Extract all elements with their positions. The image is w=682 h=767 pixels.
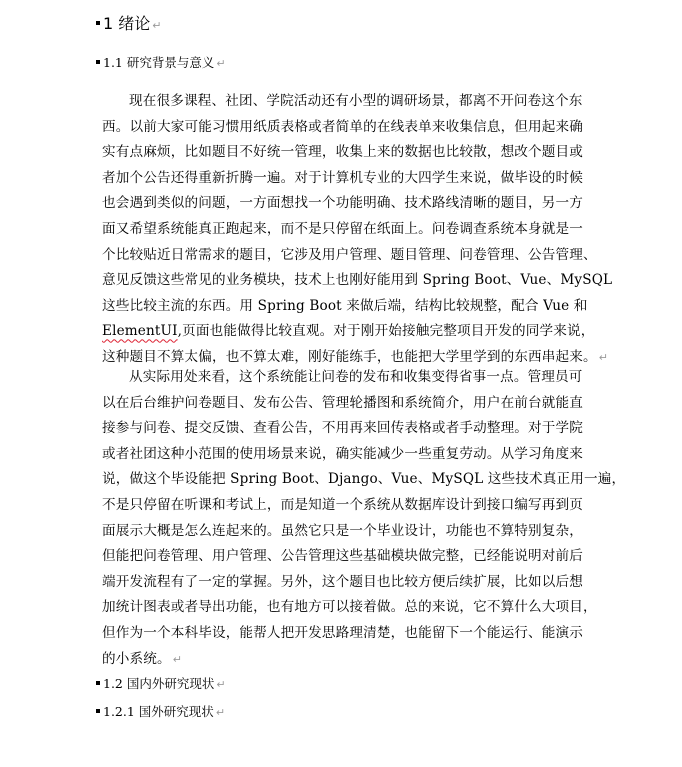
text-line: 西。以前大家可能习惯用纸质表格或者简单的在线表单来收集信息，但用起来确 — [102, 118, 584, 135]
heading-1-2-title: 国内外研究现状 — [126, 676, 215, 691]
text-line-content: 的小系统。 — [102, 650, 171, 667]
text-line: 接参与问卷、提交反馈、查看公告，不用再来回传表格或者手动整理。对于学院 — [102, 420, 584, 437]
heading-bullet — [96, 681, 100, 685]
heading-bullet — [96, 21, 100, 25]
paragraph-background — [102, 89, 613, 371]
spellcheck-word: ElementUI — [102, 323, 178, 340]
text-line: 面又希望系统能真正跑起来，而不是只停留在纸面上。问卷调查系统本身就是一 — [102, 220, 584, 237]
heading-1-1-title: 研究背景与意义 — [126, 55, 215, 70]
paragraph-significance — [102, 365, 626, 672]
heading-1-2-1-number: 1.2.1 — [103, 704, 135, 719]
text-line: 但能把问卷管理、用户管理、公告管理这些基础模块做完整，已经能说明对前后 — [102, 548, 584, 565]
heading-1-2 — [96, 678, 226, 691]
heading-1 — [96, 16, 162, 32]
text-line: 加统计图表或者导出功能，也有地方可以接着做。总的来说，它不算什么大项目， — [102, 599, 597, 616]
text-line: 也会遇到类似的问题，一方面想找一个功能明确、技术路线清晰的题目，另一方 — [102, 195, 584, 212]
text-line: ElementUI,页面也能做得比较直观。对于刚开始接触完整项目开发的同学来说， — [102, 323, 595, 340]
text-line: 意见反馈这些常见的业务模块，技术上也刚好能用到 Spring Boot、Vue、MySQL — [102, 272, 613, 289]
paragraph-mark-icon: ↵ — [215, 706, 226, 719]
heading-1-number: 1 — [103, 14, 114, 33]
text-line: 但作为一个本科毕设，能帮人把开发思路理清楚，也能留下一个能运行、能演示 — [102, 624, 584, 641]
text-line-last — [102, 647, 582, 673]
heading-1-2-number: 1.2 — [103, 676, 123, 691]
text-line: 个比较贴近日常需求的题目，它涉及用户管理、题目管理、问卷管理、公告管理、 — [102, 246, 597, 263]
paragraph-mark-icon: ↵ — [216, 57, 226, 70]
text-line: 不是只停留在听课和考试上，而是知道一个系统从数据库设计到接口编写再到页 — [102, 496, 584, 513]
heading-bullet — [96, 709, 100, 713]
paragraph-mark-icon: ↵ — [152, 19, 162, 32]
text-line: 者加个公告还得重新折腾一遍。对于计算机专业的大四学生来说，做毕设的时候 — [102, 169, 584, 186]
text-line: 实有点麻烦，比如题目不好统一管理，收集上来的数据也比较散，想改个题目或 — [102, 144, 584, 161]
heading-1-2-1 — [96, 706, 225, 719]
text-line: 这些比较主流的东西。用 Spring Boot 来做后端，结构比较规整，配合 Vue 和 — [102, 297, 588, 314]
heading-1-title: 绪论 — [118, 14, 151, 33]
paragraph-mark-icon: ↵ — [598, 350, 609, 364]
text-line: 面展示大概是怎么连起来的。虽然它只是一个毕业设计，功能也不算特别复杂， — [102, 522, 584, 539]
paragraph-mark-icon: ↵ — [172, 652, 183, 666]
text-line: 端开发流程有了一定的掌握。另外，这个题目也比较方便后续扩展，比如以后想 — [102, 573, 584, 590]
heading-1-1 — [96, 57, 226, 70]
paragraph-mark-icon: ↵ — [216, 678, 226, 691]
text-line: 或者社团这种小范围的使用场景来说，确实能减少一些重复劳动。从学习角度来 — [102, 445, 584, 462]
heading-1-2-1-title: 国外研究现状 — [138, 704, 214, 719]
heading-1-1-number: 1.1 — [103, 55, 123, 70]
text-line: 以在后台维护问卷题目、发布公告、管理轮播图和系统简介，用户在前台就能直 — [102, 394, 584, 411]
text-line: 说，做这个毕设能把 Spring Boot、Django、Vue、MySQL 这些技术真正用一遍， — [102, 471, 626, 488]
text-line: 现在很多课程、社团、学院活动还有小型的调研场景，都离不开问卷这个东 — [129, 93, 583, 109]
text-line-content: 这种题目不算太偏，也不算太难，刚好能练手，也能把大学里学到的东西串起来。 — [102, 348, 597, 365]
text-line: 从实际用处来看，这个系统能让问卷的发布和收集变得省事一点。管理员可 — [129, 369, 583, 385]
heading-bullet — [96, 60, 100, 64]
